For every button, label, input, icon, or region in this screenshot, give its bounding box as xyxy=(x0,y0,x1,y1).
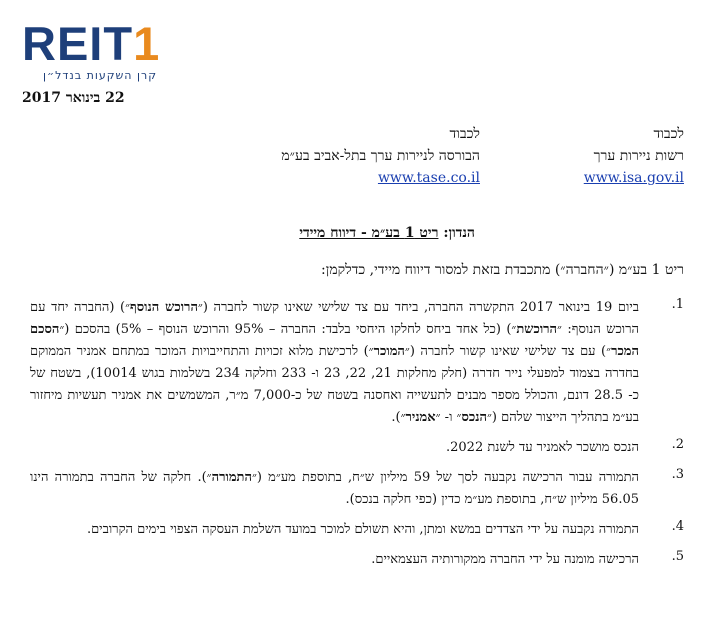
subject-prefix: הנדון: xyxy=(443,225,475,241)
list-item xyxy=(30,519,684,541)
text-span: ביום 19 בינואר 2017 התקשרה החברה, ביחד עם צד שלישי שאינו קשור לחברה (״ xyxy=(197,300,639,315)
list-item xyxy=(30,437,684,459)
subject-line xyxy=(299,225,475,242)
intro-paragraph: ריט 1 בע״מ (״החברה״) מתכבדת בזאת למסור דיווח מיידי, כדלקמן: xyxy=(321,262,684,278)
item-number: 4. xyxy=(671,519,684,534)
text-span: ״) עם צד שלישי שאינו קשור לחברה (״ xyxy=(404,344,612,359)
item-number: 1. xyxy=(671,297,684,312)
item-text: התמורה נקבעה על ידי הצדדים במשא ומתן, והיא תשולם למוכר במועד השלמת העסקה הצפוי בימים הקרובים. xyxy=(86,522,639,537)
logo-wordmark xyxy=(22,17,161,70)
letter-date: 22 בינואר 2017 xyxy=(22,90,125,106)
recipient-link[interactable]: www.isa.gov.il xyxy=(583,170,684,186)
logo-main: REIT xyxy=(22,17,134,70)
report-items xyxy=(30,297,684,571)
defined-term: אמניר xyxy=(405,410,436,425)
item-text: הנכס מושכר לאמניר עד לשנת 2022. xyxy=(446,440,639,455)
list-item xyxy=(30,467,684,511)
defined-term: המוכר xyxy=(373,344,405,359)
defined-term: הנכס xyxy=(461,410,487,425)
recipient-salutation: לכבוד xyxy=(653,126,684,142)
subject-title: ריט 1 בע״מ - דיווח מיידי xyxy=(299,225,439,241)
list-item xyxy=(30,297,684,429)
text-span: ״). xyxy=(391,410,406,425)
text-span: ״) לרכישת מלוא זכויות והתחייבויות המוכר במתחם אמניר הממוקם בחדרה בצמוד למפעלי נייר חדרה (חלק מחלקות 21, 22, 23 ו- 233 וחלקה 234 בשלמות בגוש 10014), בשטח של כ- 28.5 דונם, והכולל מספר מבנים לתעשייה ואחסנה בשטח של כ-7,000 מ״ר, המשמשים את אמניר תעשיות מיחזור בע״מ בתהליך הייצור שלהם (״ xyxy=(30,344,640,425)
recipient-salutation: לכבוד xyxy=(449,126,480,142)
text-span: ״ ו- ״ xyxy=(435,410,462,425)
item-text xyxy=(30,297,639,429)
item-number: 3. xyxy=(671,467,684,482)
text-span: התמורה עבור הרכישה נקבעה לסך של 59 מיליון ש״ח, בתוספת מע״מ (״ xyxy=(251,470,639,485)
recipient-isa xyxy=(584,123,684,189)
company-logo xyxy=(22,17,161,82)
text-span: ״) (כל אחד ביחס לחלקו היחסי בלבד: החברה – 95% והרוכש הנוסף – 5%) בהסכם (״ xyxy=(59,322,517,337)
list-item xyxy=(30,549,684,571)
logo-subtitle: קרן השקעות בנדל״ן xyxy=(42,69,157,82)
item-text: הרכישה מומנה על ידי החברה ממקורותיה העצמאיים. xyxy=(371,552,639,567)
defined-term: הרוכשת xyxy=(516,322,558,337)
recipient-name: רשות ניירות ערך xyxy=(593,148,684,164)
defined-term: הרוכש הנוסף xyxy=(130,300,198,315)
item-number: 5. xyxy=(671,549,684,564)
text-span: ״). חלקה של החברה בתמורה הינו 56.05 מיליון ש״ח, בתוספת מע״מ כדין (כפי חלקה בנכס). xyxy=(30,470,639,507)
recipient-link[interactable]: www.tase.co.il xyxy=(377,170,480,186)
logo-accent: 1 xyxy=(133,17,161,70)
item-number: 2. xyxy=(671,437,684,452)
defined-term: הסכם המכר xyxy=(30,322,639,359)
recipient-name: הבורסה לניירות ערך בתל-אביב בע״מ xyxy=(281,148,480,164)
recipient-tase xyxy=(281,123,480,189)
text-span: ״) (החברה יחד עם הרוכש הנוסף: ״ xyxy=(30,300,639,337)
item-text xyxy=(30,467,639,511)
defined-term: התמורה xyxy=(211,470,252,485)
